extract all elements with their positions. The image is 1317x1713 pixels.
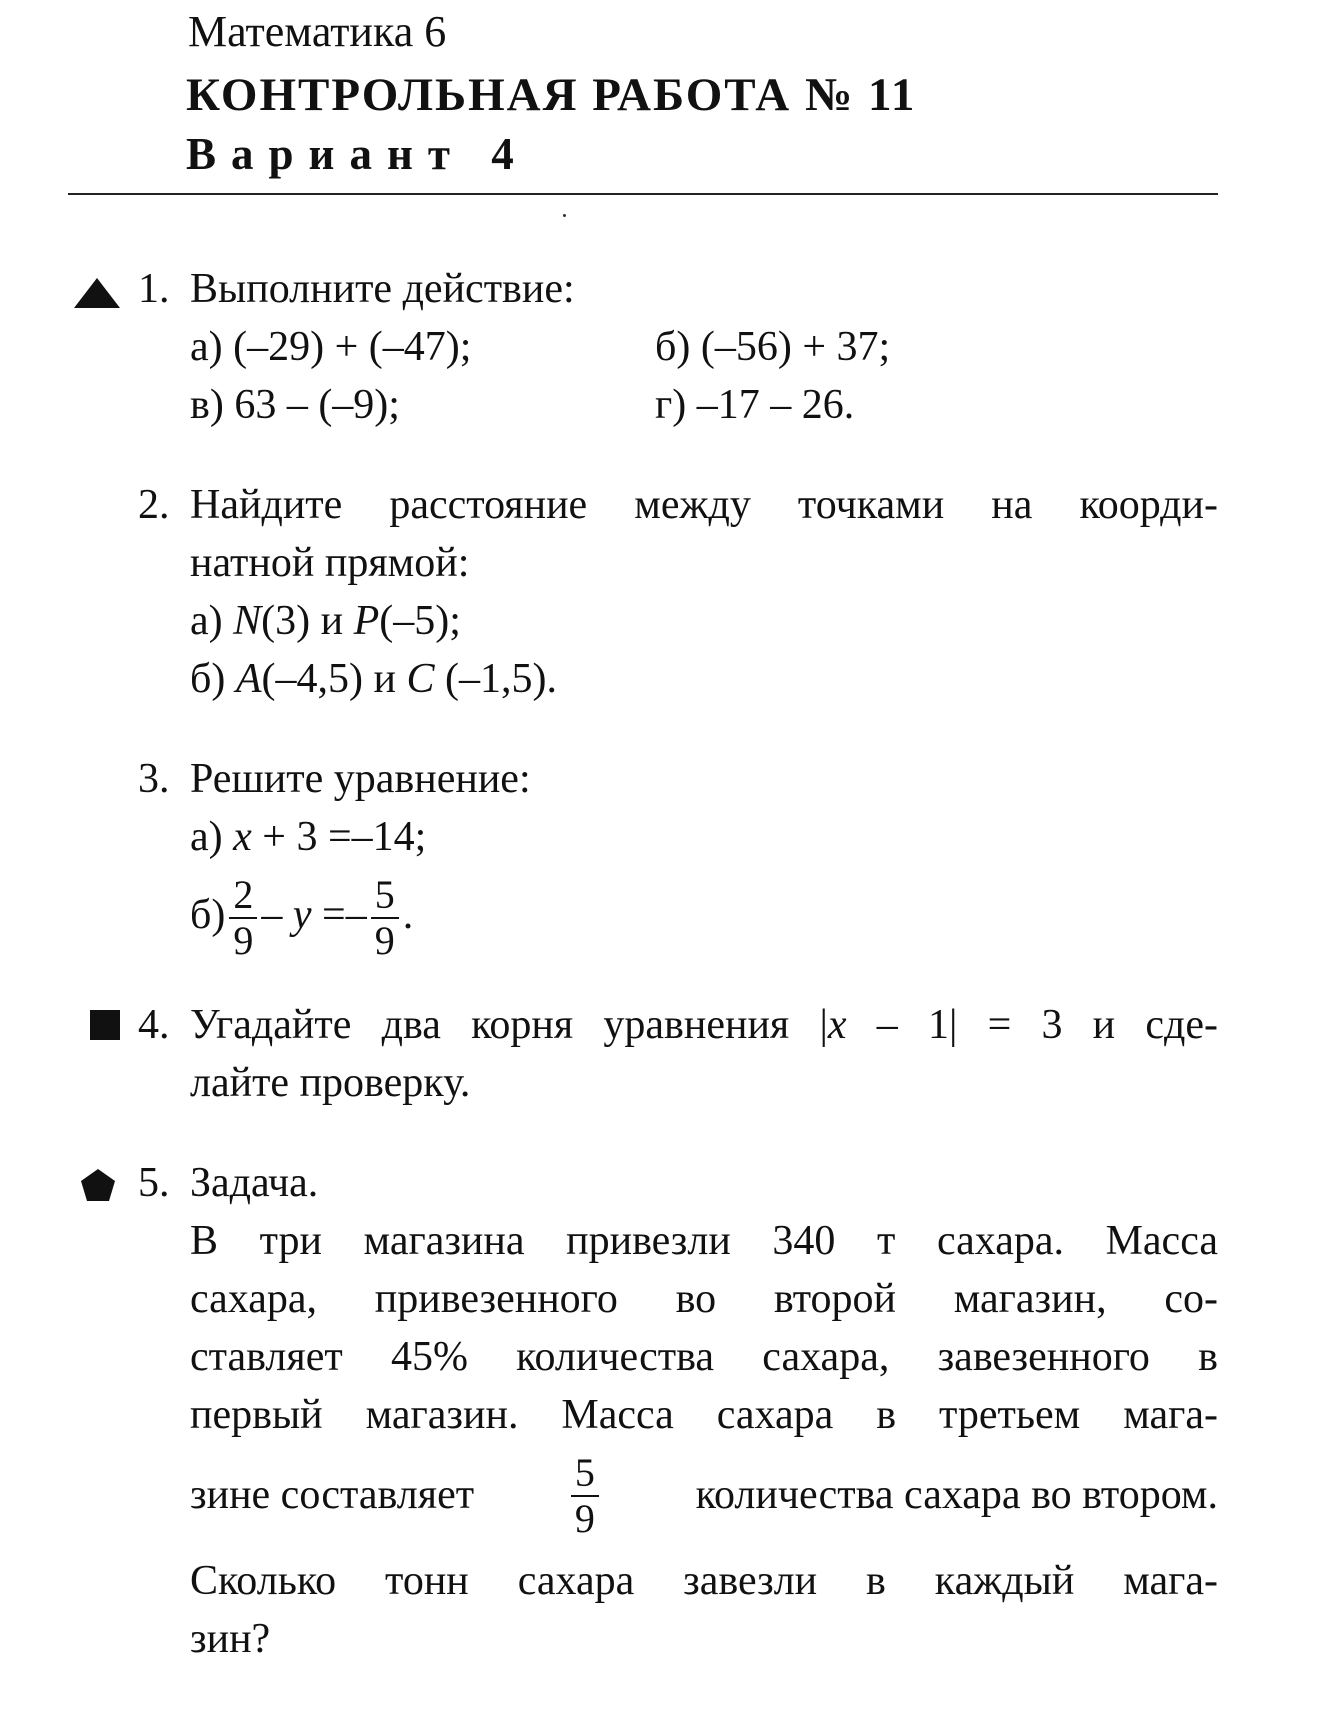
fraction-5-9 xyxy=(371,872,399,964)
point-p: P xyxy=(353,598,380,644)
task3-b-equals: =– xyxy=(311,892,367,938)
pentagon-marker-icon xyxy=(80,1168,116,1202)
page-title: КОНТРОЛЬНАЯ РАБОТА № 11 xyxy=(186,69,917,121)
square-marker-icon xyxy=(90,1010,120,1040)
triangle-marker-icon xyxy=(74,278,120,308)
fraction-numerator: 5 xyxy=(571,1453,599,1497)
task4-number: 4. xyxy=(138,1002,170,1048)
task5-line1: В три магазина привезли 340 т сахара. Масса xyxy=(190,1218,1218,1264)
task2-b-part2: (–1,5). xyxy=(434,656,557,702)
task3-b-minus: – xyxy=(261,892,293,938)
task1-item-c: в) 63 – (–9); xyxy=(190,382,400,428)
task5-line7: зин? xyxy=(190,1616,271,1662)
variable-x: x xyxy=(233,814,252,860)
task2-item-b xyxy=(190,654,557,704)
task5-line5-post: количества сахара во втором. xyxy=(695,1472,1218,1518)
task5-line6: Сколько тонн сахара завезли в каждый мага- xyxy=(190,1558,1218,1604)
task3-number: 3. xyxy=(138,756,170,802)
task4-line1-pre: Угадайте два корня уравнения | xyxy=(190,1002,828,1048)
task5-line4: первый магазин. Масса сахара в третьем мага- xyxy=(190,1392,1218,1438)
task2-a-part1: (3) и xyxy=(261,598,354,644)
header-divider xyxy=(68,193,1218,195)
variant-label: Вариант 4 xyxy=(186,129,529,179)
task3-item-a xyxy=(190,812,426,862)
fraction-numerator: 2 xyxy=(229,875,257,919)
task3-item-b xyxy=(190,870,414,964)
task5-line2: сахара, привезенного во второй магазин, со- xyxy=(190,1276,1218,1322)
task2-item-a xyxy=(190,596,461,646)
task1-prompt: Выполните действие: xyxy=(190,266,575,312)
task3-a-rest: + 3 =–14; xyxy=(251,814,427,860)
task4-line1 xyxy=(190,1000,1218,1050)
task3-b-label: б) xyxy=(190,892,226,938)
task2-b-part1: (–4,5) и xyxy=(261,656,407,702)
point-n: N xyxy=(233,598,262,644)
subject-label: Математика 6 xyxy=(188,7,447,56)
fraction-2-9 xyxy=(229,872,257,964)
task3-b-end: . xyxy=(402,892,414,938)
fraction-5-9 xyxy=(571,1449,599,1541)
task4-line1-post: – 1| = 3 и сде- xyxy=(846,1002,1218,1048)
task1-number: 1. xyxy=(138,266,170,312)
task1-item-a: а) (–29) + (–47); xyxy=(190,324,472,370)
variable-x: x xyxy=(827,1002,847,1048)
task2-line2: натной прямой: xyxy=(190,540,470,586)
fraction-denominator: 9 xyxy=(574,1495,595,1541)
fraction-denominator: 9 xyxy=(233,918,254,964)
speck xyxy=(563,214,566,217)
point-c: C xyxy=(406,656,435,702)
fraction-denominator: 9 xyxy=(374,918,395,964)
point-a: A xyxy=(235,656,262,702)
task3-prompt: Решите уравнение: xyxy=(190,756,531,802)
task5-line5 xyxy=(190,1448,1218,1543)
task5-heading: Задача. xyxy=(190,1160,319,1206)
task2-number: 2. xyxy=(138,482,170,528)
task5-line3: ставляет 45% количества сахара, завезенного в xyxy=(190,1334,1218,1380)
task5-line5-pre: зине составляет xyxy=(190,1472,475,1518)
task3-a-label: а) xyxy=(190,814,234,860)
fraction-numerator: 5 xyxy=(371,875,399,919)
task2-line1: Найдите расстояние между точками на коорди- xyxy=(190,482,1218,528)
task1-item-b: б) (–56) + 37; xyxy=(655,324,891,370)
task1-item-d: г) –17 – 26. xyxy=(655,382,855,428)
task2-b-label: б) xyxy=(190,656,236,702)
task2-a-label: а) xyxy=(190,598,234,644)
task4-line2: лайте проверку. xyxy=(190,1060,471,1106)
variable-y: y xyxy=(292,892,312,938)
task2-a-part2: (–5); xyxy=(379,598,461,644)
task5-number: 5. xyxy=(138,1160,170,1206)
